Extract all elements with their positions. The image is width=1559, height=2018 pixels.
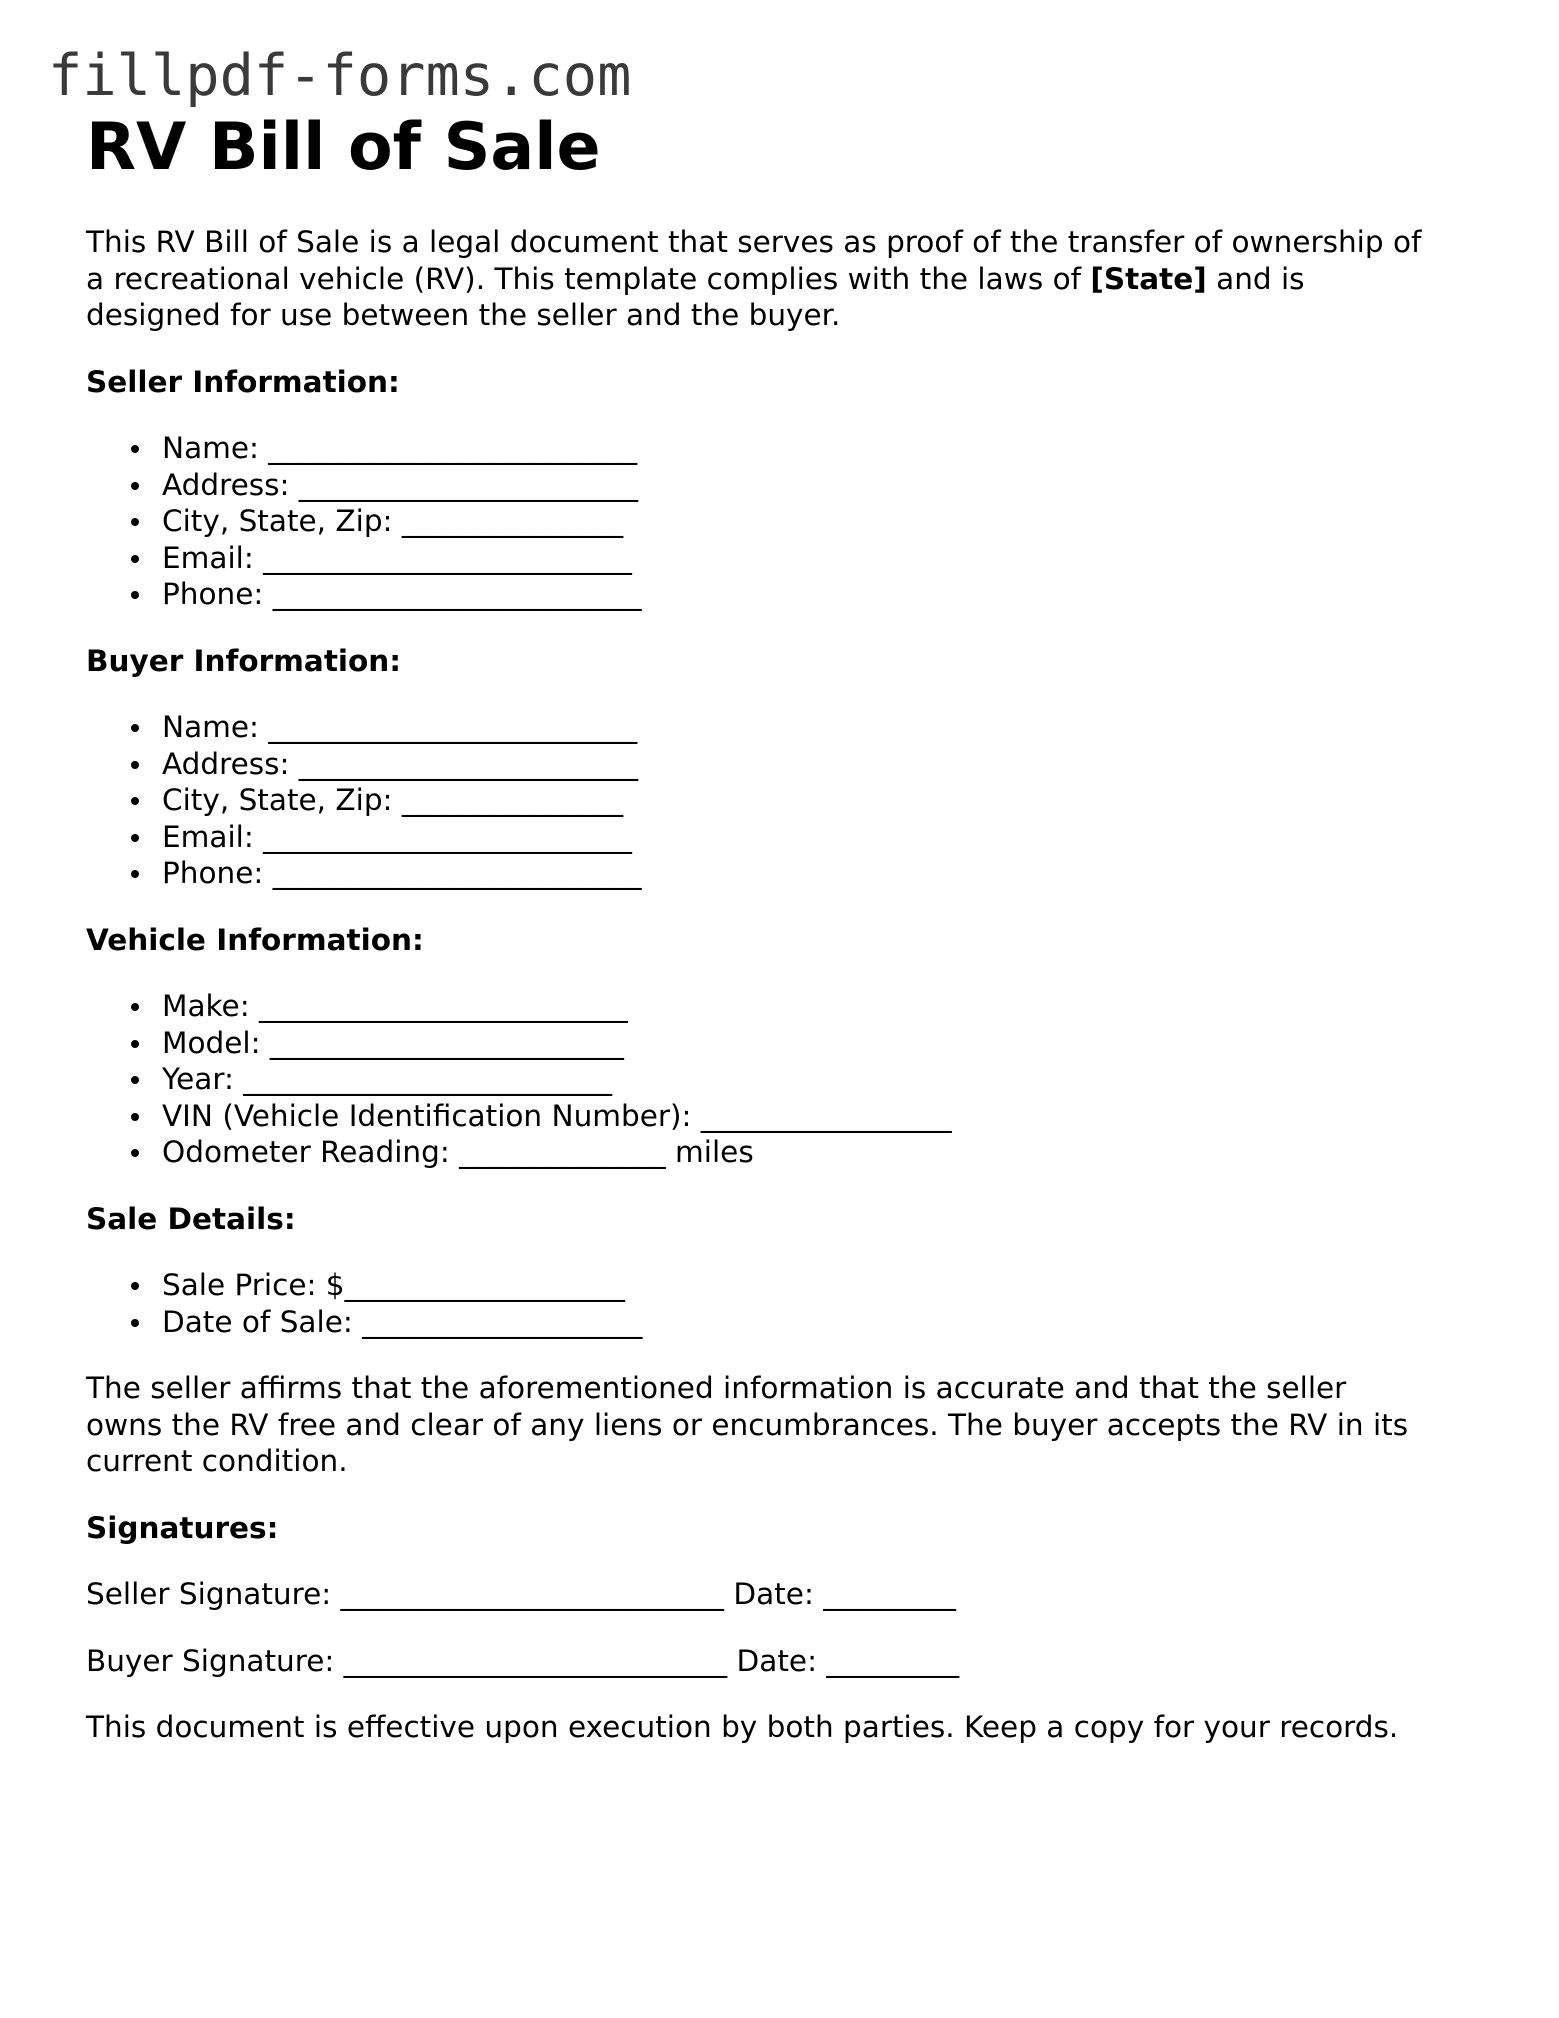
vehicle-heading: Vehicle Information:: [86, 922, 424, 957]
state-placeholder: [State]: [1090, 261, 1207, 296]
document-body: [86, 108, 1486, 1746]
intro-line: designed for use between the seller and the buyer.: [86, 298, 841, 332]
intro-text: a recreational vehicle (RV). This template complies with the laws of: [86, 261, 1091, 296]
sale-fields-list: [86, 1267, 1486, 1340]
sale-price-field[interactable]: Sale Price: $___________________: [162, 1267, 1486, 1304]
buyer-email-field[interactable]: Email: _________________________: [162, 819, 1486, 856]
seller-phone-field[interactable]: Phone: _________________________: [162, 576, 1486, 613]
intro-line: This RV Bill of Sale is a legal document that serves as proof of the transfer of ownership of: [86, 225, 1422, 259]
seller-city-state-zip-field[interactable]: City, State, Zip: _______________: [162, 503, 1486, 540]
buyer-city-state-zip-field[interactable]: City, State, Zip: _______________: [162, 782, 1486, 819]
vehicle-fields-list: [86, 988, 1486, 1171]
affirmation-paragraph: [86, 1370, 1486, 1480]
closing-note: This document is effective upon execution by both parties. Keep a copy for your records.: [86, 1710, 1399, 1744]
intro-paragraph: [86, 224, 1486, 334]
intro-line: [86, 261, 1486, 298]
affirmation-line: current condition.: [86, 1444, 348, 1478]
seller-signature-line[interactable]: Seller Signature: __________________________ Date: _________: [86, 1577, 957, 1611]
buyer-phone-field[interactable]: Phone: _________________________: [162, 855, 1486, 892]
buyer-signature-line[interactable]: Buyer Signature: __________________________ Date: _________: [86, 1643, 960, 1678]
seller-heading: Seller Information:: [86, 364, 400, 399]
seller-name-field[interactable]: Name: _________________________: [162, 430, 1486, 467]
page-title: RV Bill of Sale: [86, 110, 601, 185]
seller-fields-list: [86, 430, 1486, 613]
vehicle-model-field[interactable]: Model: ________________________: [162, 1025, 1486, 1062]
seller-address-field[interactable]: Address: _______________________: [162, 467, 1486, 504]
signatures-heading: Signatures:: [86, 1510, 279, 1545]
vehicle-vin-field[interactable]: VIN (Vehicle Identification Number): _________________: [162, 1098, 1486, 1135]
buyer-fields-list: [86, 709, 1486, 892]
buyer-heading: Buyer Information:: [86, 643, 402, 678]
sale-date-field[interactable]: Date of Sale: ___________________: [162, 1304, 1486, 1341]
vehicle-make-field[interactable]: Make: _________________________: [162, 988, 1486, 1025]
affirmation-line: owns the RV free and clear of any liens or encumbrances. The buyer accepts the RV in its: [86, 1407, 1409, 1442]
intro-text: and is: [1206, 261, 1305, 296]
vehicle-year-field[interactable]: Year: _________________________: [162, 1061, 1486, 1098]
buyer-address-field[interactable]: Address: _______________________: [162, 746, 1486, 783]
watermark: fillpdf-forms.com: [48, 43, 632, 109]
buyer-name-field[interactable]: Name: _________________________: [162, 709, 1486, 746]
seller-email-field[interactable]: Email: _________________________: [162, 540, 1486, 577]
vehicle-odometer-field[interactable]: Odometer Reading: ______________ miles: [162, 1134, 1486, 1171]
affirmation-line: The seller affirms that the aforementioned information is accurate and that the seller: [86, 1371, 1347, 1405]
sale-heading: Sale Details:: [86, 1201, 296, 1236]
